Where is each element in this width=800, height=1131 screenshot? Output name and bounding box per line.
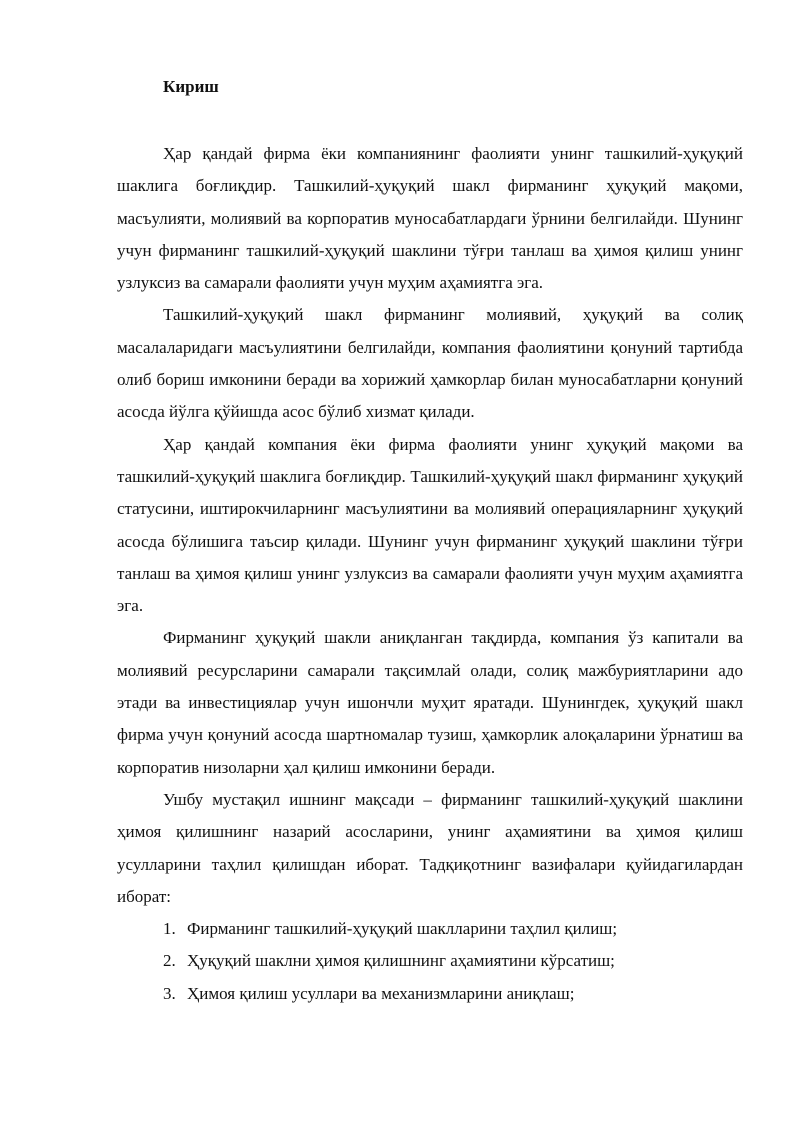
list-item-number: 1. bbox=[163, 919, 176, 939]
paragraph-2: Ташкилий-ҳуқуқий шакл фирманинг молиявий, ҳуқуқий ва солиқ масалаларидаги масъулиятини белгилайди, компания фаолиятини қонуний тартибда олиб бориш имконини беради ва хорижий ҳамкорлар билан муносабатларни қонуний асосда йўлга қўйишда асос бўлиб хизмат қилади. bbox=[117, 305, 743, 422]
list-item-text: Ҳимоя қилиш усуллари ва механизмларини аниқлаш; bbox=[187, 983, 575, 1003]
paragraph-3: Ҳар қандай компания ёки фирма фаолияти унинг ҳуқуқий мақоми ва ташкилий-ҳуқуқий шаклига боғлиқдир. Ташкилий-ҳуқуқий шакл фирманинг ҳуқуқий статусини, иштирокчиларнинг масъулиятини ва молиявий операцияларнинг ҳуқуқий асосда бўлишига таъсир қилади. Шунинг учун фирманинг ҳуқуқий шаклини тўғри танлаш ва ҳимоя қилиш унинг узлуксиз ва самарали фаолияти учун муҳим аҳамиятга эга. bbox=[117, 434, 743, 616]
list-item-text: Ҳуқуқий шаклни ҳимоя қилишнинг аҳамиятини кўрсатиш; bbox=[187, 951, 615, 971]
task-list bbox=[117, 913, 743, 1010]
paragraph-4: Фирманинг ҳуқуқий шакли аниқланган тақдирда, компания ўз капитали ва молиявий ресурсларини самарали тақсимлай олади, солиқ мажбуриятларини адо этади ва инвестициялар учун ишончли муҳит яратади. Шунингдек, ҳуқуқий шакл фирма учун қонуний асосда шартномалар тузиш, ҳамкорлик алоқаларини ўрнатиш ва корпоратив низоларни ҳал қилиш имконини беради. bbox=[117, 628, 743, 777]
list-item bbox=[163, 913, 743, 945]
list-item bbox=[163, 978, 743, 1010]
document-body bbox=[117, 138, 743, 1010]
list-item-text: Фирманинг ташкилий-ҳуқуқий шаклларини таҳлил қилиш; bbox=[187, 919, 618, 939]
paragraph-1: Ҳар қандай фирма ёки компаниянинг фаолияти унинг ташкилий-ҳуқуқий шаклига боғлиқдир. Ташкилий-ҳуқуқий шакл фирманинг ҳуқуқий мақоми, масъулияти, молиявий ва корпоратив муносабатлардаги ўрнини белгилайди. Шунинг учун фирманинг ташкилий-ҳуқуқий шаклини тўғри танлаш ва ҳимоя қилиш унинг узлуксиз ва самарали фаолияти учун муҳим аҳамиятга эга. bbox=[117, 144, 743, 293]
list-item-number: 2. bbox=[163, 951, 176, 971]
list-item-number: 3. bbox=[163, 983, 176, 1003]
paragraph-5: Ушбу мустақил ишнинг мақсади – фирманинг ташкилий-ҳуқуқий шаклини ҳимоя қилишнинг назарий асосларини, унинг аҳамиятини ва ҳимоя қилиш усулларини таҳлил қилишдан иборат. Тадқиқотнинг вазифалари қуйидагилардан иборат: bbox=[117, 789, 743, 906]
list-item bbox=[163, 945, 743, 977]
page-title: Кириш bbox=[163, 77, 219, 96]
